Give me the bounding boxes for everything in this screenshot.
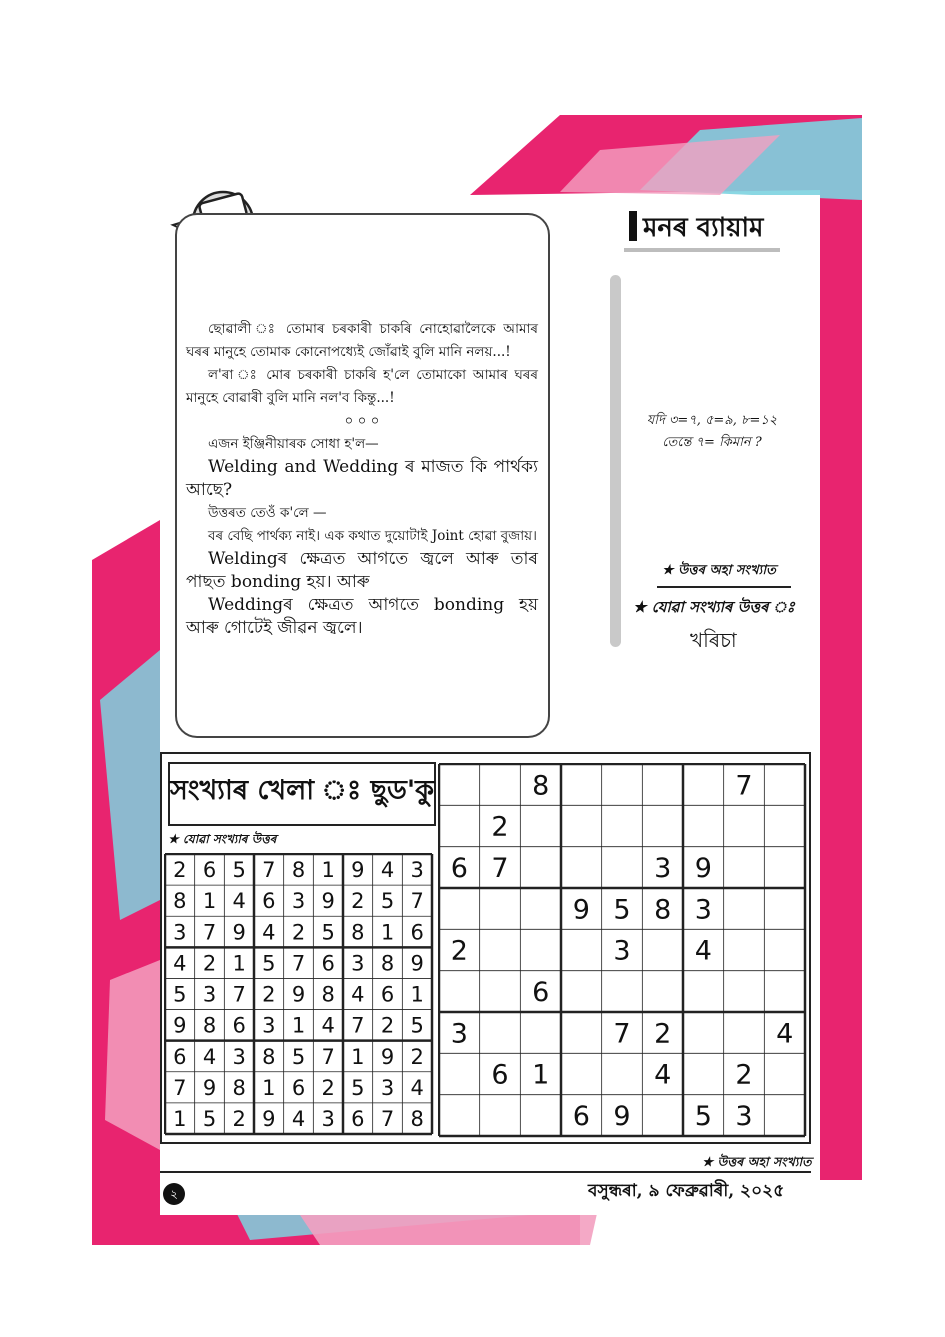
solution-cell-4-8: 1 (410, 982, 424, 1007)
joke-line-6: বৰ বেছি পাৰ্থক্য নাই। এক কথাত দুয়োটাই Joint হোৱা বুজায়। (208, 528, 537, 544)
solution-cell-3-2: 1 (232, 951, 246, 976)
joke-line-2: ল'ৰা ঃ মোৰ চৰকাৰী চাকৰি হ'লে তোমাকো আমাৰ ঘৰৰ মানুহে বোৱাৰী বুলি মানি নল'ব কিন্তু...! (186, 367, 538, 406)
title-underline (624, 248, 780, 252)
puzzle-cell-1-1: 2 (491, 811, 509, 843)
puzzle-cell-8-3: 6 (572, 1101, 590, 1133)
solution-cell-2-0: 3 (173, 920, 187, 945)
solution-cell-3-1: 2 (202, 951, 217, 976)
solution-cell-7-6: 5 (351, 1075, 365, 1100)
solution-cell-8-1: 5 (202, 1107, 217, 1132)
puzzle-cell-7-1: 6 (491, 1059, 509, 1091)
puzzle-cell-5-2: 6 (532, 977, 550, 1009)
game-title: সংখ্যাৰ খেলা ঃ ছুড'কু (169, 775, 435, 806)
solution-cell-5-7: 2 (380, 1013, 395, 1038)
solution-cell-4-0: 5 (173, 982, 187, 1007)
solution-cell-5-5: 4 (321, 1013, 335, 1038)
solution-cell-1-6: 2 (351, 889, 365, 914)
solution-cell-1-4: 3 (291, 889, 306, 914)
solution-cell-3-8: 9 (410, 951, 424, 976)
solution-cell-2-1: 7 (202, 920, 217, 945)
solution-cell-3-4: 7 (291, 951, 306, 976)
solution-cell-6-6: 1 (351, 1044, 365, 1069)
solution-cell-4-6: 4 (351, 982, 365, 1007)
solution-cell-4-4: 9 (291, 982, 306, 1007)
solution-cell-6-0: 6 (173, 1044, 187, 1069)
solution-label: ★ যোৱা সংখ্যাৰ উত্তৰ (168, 832, 277, 846)
answer-divider (657, 586, 791, 588)
solution-cell-0-1: 6 (202, 858, 217, 883)
solution-cell-0-4: 8 (291, 858, 306, 883)
solution-cell-0-3: 7 (262, 858, 276, 883)
solution-cell-0-6: 9 (351, 858, 365, 883)
solution-cell-3-7: 8 (380, 951, 395, 976)
solution-cell-7-7: 3 (380, 1075, 395, 1100)
solution-cell-1-3: 6 (262, 889, 276, 914)
divider-bar (610, 275, 621, 647)
solution-cell-2-3: 4 (262, 920, 276, 945)
puzzle-cell-8-4: 9 (613, 1101, 631, 1133)
puzzle-cell-3-6: 3 (694, 894, 712, 926)
riddle (628, 410, 796, 454)
solution-cell-2-7: 1 (380, 920, 395, 945)
joke-text (186, 318, 538, 640)
solution-cell-4-2: 7 (232, 982, 246, 1007)
solution-cell-8-3: 9 (262, 1107, 276, 1132)
joke-line-5: উত্তৰত তেওঁ ক'লে — (208, 505, 327, 521)
solution-cell-8-2: 2 (232, 1107, 246, 1132)
solution-cell-7-2: 8 (232, 1075, 246, 1100)
solution-cell-2-6: 8 (351, 920, 365, 945)
solution-cell-8-4: 4 (291, 1107, 306, 1132)
solution-cell-8-6: 6 (351, 1107, 365, 1132)
joke-line-7: Weldingৰ ক্ষেত্ৰত আগতে জ্বলে আৰু তাৰ পাছত bonding হয়। আৰু (186, 549, 538, 592)
solution-cell-5-2: 6 (232, 1013, 246, 1038)
solution-cell-4-7: 6 (380, 982, 395, 1007)
solution-cell-0-2: 5 (232, 858, 246, 883)
solution-cell-3-5: 6 (321, 951, 335, 976)
solution-cell-6-8: 2 (410, 1044, 424, 1069)
puzzle-cell-6-8: 4 (776, 1018, 794, 1050)
solution-cell-0-8: 3 (410, 858, 424, 883)
solution-cell-5-6: 7 (351, 1013, 365, 1038)
solution-cell-6-1: 4 (202, 1044, 217, 1069)
solution-cell-4-1: 3 (202, 982, 217, 1007)
puzzle-cell-6-5: 2 (654, 1018, 672, 1050)
solution-cell-6-5: 7 (321, 1044, 335, 1069)
puzzle-cell-8-6: 5 (694, 1101, 712, 1133)
solution-cell-5-4: 1 (291, 1013, 306, 1038)
puzzle-cell-2-1: 7 (491, 853, 509, 885)
joke-line-1: ছোৱালী ঃ তোমাৰ চৰকাৰী চাকৰি নোহোৱালৈকে আমাৰ ঘৰৰ মানুহে তোমাক কোনোপধ্যেই জোঁৱাই বুলি মানি নলয়...! (186, 321, 538, 360)
solution-cell-1-5: 9 (321, 889, 335, 914)
solution-cell-5-3: 3 (262, 1013, 276, 1038)
solution-cell-7-3: 1 (262, 1075, 276, 1100)
solution-cell-4-3: 2 (262, 982, 276, 1007)
solution-cell-8-7: 7 (380, 1107, 395, 1132)
puzzle-cell-6-4: 7 (613, 1018, 631, 1050)
solution-cell-3-0: 4 (173, 951, 187, 976)
solution-cell-1-8: 7 (410, 889, 424, 914)
puzzle-cell-3-3: 9 (572, 894, 590, 926)
solution-cell-1-2: 4 (232, 889, 246, 914)
puzzle-cell-2-5: 3 (654, 853, 672, 885)
solution-cell-6-3: 8 (262, 1044, 276, 1069)
puzzle-cell-4-6: 4 (694, 935, 712, 967)
footer-rule (160, 1171, 811, 1173)
solution-cell-1-1: 1 (202, 889, 217, 914)
puzzle-cell-7-5: 4 (654, 1059, 672, 1091)
puzzle-cell-0-7: 7 (735, 770, 753, 802)
solution-cell-2-2: 9 (232, 920, 246, 945)
solution-cell-1-7: 5 (380, 889, 395, 914)
sudoku-puzzle-grid (438, 763, 807, 1139)
solution-cell-4-5: 8 (321, 982, 335, 1007)
solution-cell-6-2: 3 (232, 1044, 246, 1069)
section-title: মনৰ ব্যায়াম (643, 213, 764, 243)
solution-cell-8-5: 3 (321, 1107, 335, 1132)
solution-cell-8-0: 1 (173, 1107, 187, 1132)
puzzle-cell-4-4: 3 (613, 935, 631, 967)
page-number: ২ (163, 1183, 185, 1205)
solution-cell-8-8: 8 (410, 1107, 424, 1132)
solution-cell-7-8: 4 (410, 1075, 424, 1100)
prev-answer: খৰিচা (690, 628, 737, 652)
solution-cell-0-0: 2 (173, 858, 187, 883)
puzzle-cell-2-6: 9 (694, 853, 712, 885)
solution-cell-0-5: 1 (321, 858, 335, 883)
solution-cell-2-5: 5 (321, 920, 335, 945)
footer-answer-note: ★ উত্তৰ অহা সংখ্যাত (702, 1154, 812, 1169)
solution-cell-2-8: 6 (410, 920, 424, 945)
joke-line-4: Welding and Wedding ৰ মাজত কি পাৰ্থক্য আছে? (186, 457, 538, 500)
puzzle-cell-3-5: 8 (654, 894, 672, 926)
puzzle-cell-0-2: 8 (532, 770, 550, 802)
solution-cell-3-3: 5 (262, 951, 276, 976)
puzzle-cell-3-4: 5 (613, 894, 631, 926)
solution-cell-5-1: 8 (202, 1013, 217, 1038)
solution-cell-7-4: 6 (291, 1075, 306, 1100)
answer-next-issue-note: ★ উত্তৰ অহা সংখ্যাত (662, 563, 776, 578)
riddle-line-1: যদি ৩=৭, ৫=৯, ৮=১২ (646, 413, 778, 428)
separator: ০ ০ ০ (344, 413, 380, 429)
solution-cell-3-6: 3 (351, 951, 365, 976)
publication-line: বসুন্ধৰা, ৯ ফেব্ৰুৱাৰী, ২০২৫ (588, 1181, 785, 1201)
solution-cell-7-0: 7 (173, 1075, 187, 1100)
solution-cell-5-0: 9 (173, 1013, 187, 1038)
title-marker (629, 211, 637, 241)
joke-line-3: এজন ইঞ্জিনীয়াৰক সোধা হ'ল— (208, 436, 379, 452)
solution-cell-0-7: 4 (380, 858, 395, 883)
puzzle-cell-6-0: 3 (450, 1018, 468, 1050)
puzzle-cell-7-7: 2 (735, 1059, 753, 1091)
solution-cell-6-4: 5 (291, 1044, 306, 1069)
puzzle-cell-4-0: 2 (450, 935, 468, 967)
solution-cell-7-5: 2 (321, 1075, 335, 1100)
solution-cell-1-0: 8 (173, 889, 187, 914)
riddle-line-2: তেন্তে ৭= কিমান ? (662, 435, 762, 450)
puzzle-cell-8-7: 3 (735, 1101, 753, 1133)
prev-answer-label: ★ যোৱা সংখ্যাৰ উত্তৰ ঃ (633, 598, 795, 616)
joke-line-8: Weddingৰ ক্ষেত্ৰত আগতে bonding হয় আৰু গোটেই জীৱন জ্বলে। (186, 595, 538, 638)
solution-cell-7-1: 9 (202, 1075, 217, 1100)
previous-solution-grid (164, 853, 434, 1137)
solution-cell-2-4: 2 (291, 920, 306, 945)
solution-cell-6-7: 9 (380, 1044, 395, 1069)
puzzle-cell-2-0: 6 (450, 853, 468, 885)
puzzle-cell-7-2: 1 (532, 1059, 550, 1091)
solution-cell-5-8: 5 (410, 1013, 424, 1038)
